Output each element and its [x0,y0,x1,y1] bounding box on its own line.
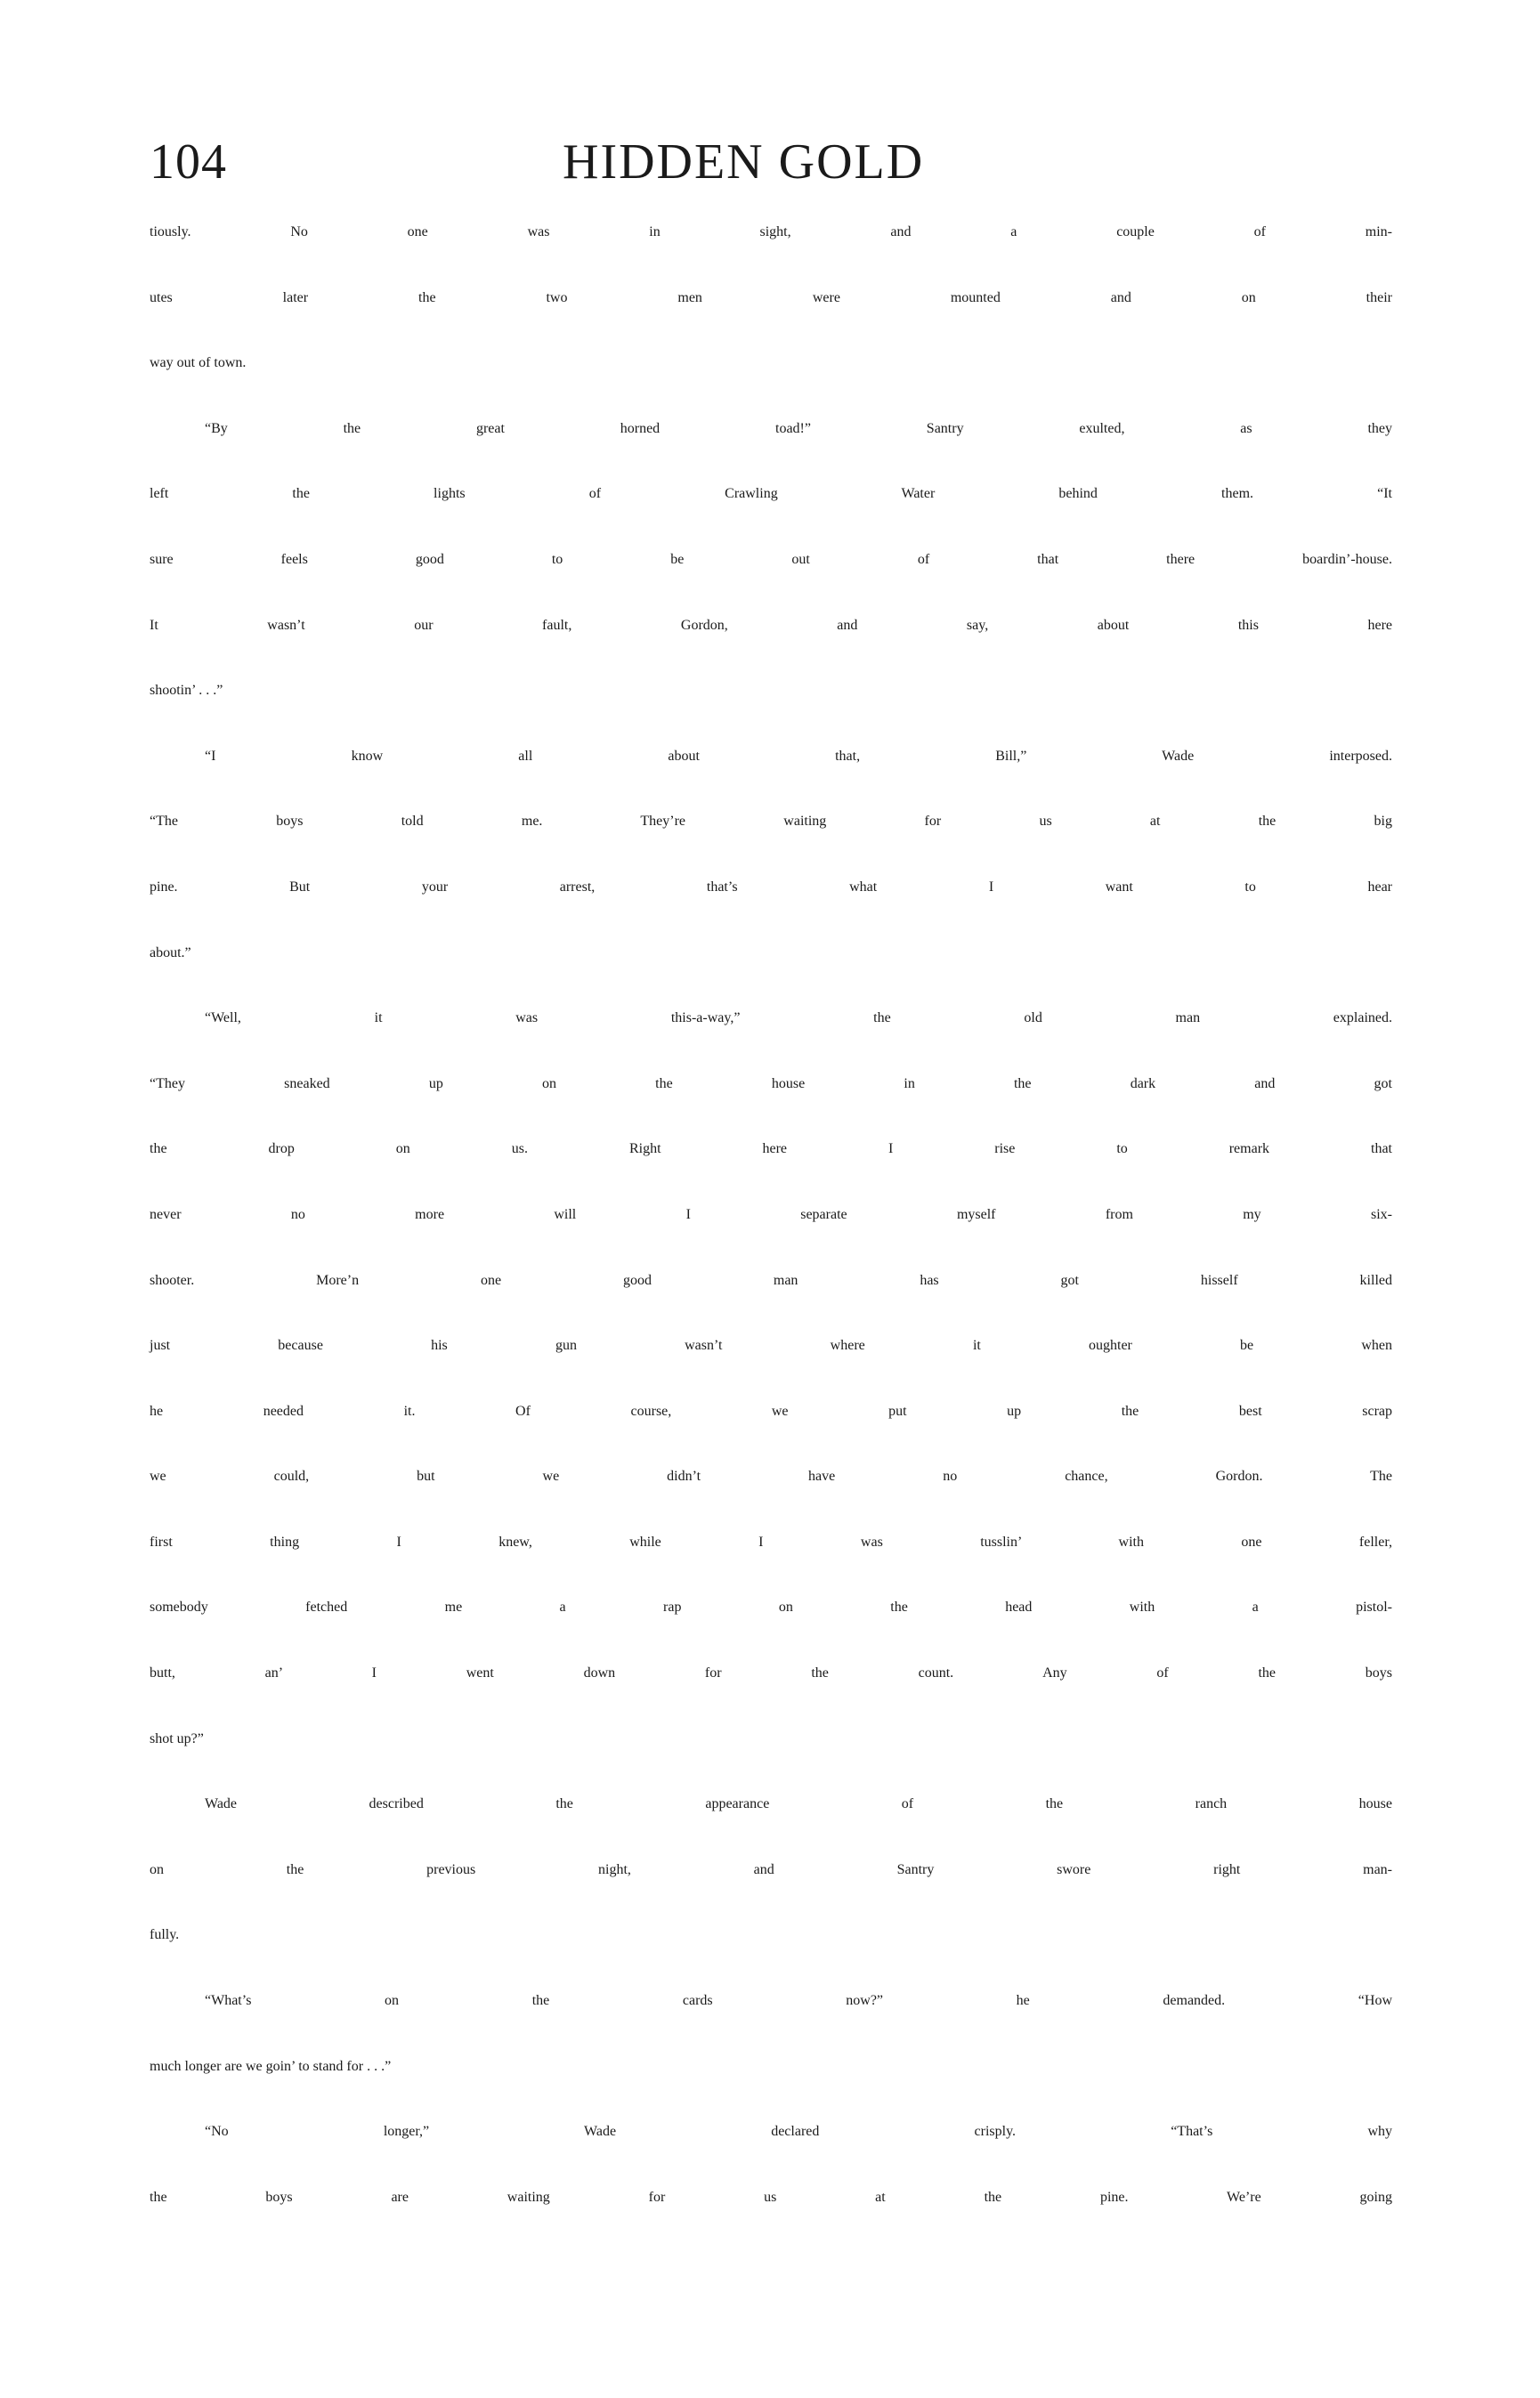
text-line: he needed it. Of course, we put up the best scrap [150,1403,1392,1419]
text-line: left the lights of Crawling Water behind them. “It [150,486,1392,502]
text-line: shootin’ . . .” [150,683,223,699]
text-line: shooter. More’n one good man has got hisself killed [150,1272,1392,1288]
text-line: we could, but we didn’t have no chance, Gordon. The [150,1469,1392,1485]
text-line: way out of town. [150,355,247,371]
text-line: fully. [150,1927,180,1943]
text-line: somebody fetched me a rap on the head with a pistol- [150,1600,1392,1616]
text-line: “By the great horned toad!” Santry exulted, as they [205,420,1392,436]
text-line: “I know all about that, Bill,” Wade interposed. [205,748,1392,764]
text-line: shot up?” [150,1730,204,1746]
text-line: tiously. No one was in sight, and a couple of min- [150,224,1392,239]
text-line: “No longer,” Wade declared crisply. “That’s why [205,2124,1392,2140]
text-line: just because his gun wasn’t where it oughter be when [150,1338,1392,1354]
text-line: Wade described the appearance of the ranch house [205,1796,1392,1812]
text-line: about.” [150,944,191,960]
text-line: It wasn’t our fault, Gordon, and say, about this here [150,617,1392,633]
running-title: HIDDEN GOLD [563,134,925,190]
text-line: “Well, it was this-a-way,” the old man explained. [205,1010,1392,1026]
text-line: butt, an’ I went down for the count. Any of the boys [150,1665,1392,1681]
text-line: pine. But your arrest, that’s what I want to hear [150,879,1392,895]
body-text [150,224,1392,2255]
text-line: “What’s on the cards now?” he demanded. “How [205,1993,1392,2009]
text-line: never no more will I separate myself from my six- [150,1206,1392,1222]
text-line: much longer are we goin’ to stand for . . .” [150,2058,392,2074]
text-line: first thing I knew, while I was tusslin’ with one feller, [150,1534,1392,1550]
text-line: “They sneaked up on the house in the dark and got [150,1075,1392,1091]
text-line: “The boys told me. They’re waiting for us at the big [150,814,1392,830]
text-line: the boys are waiting for us at the pine. We’re going [150,2189,1392,2205]
page-number: 104 [150,134,227,190]
text-line: sure feels good to be out of that there boardin’-house. [150,551,1392,567]
text-line: on the previous night, and Santry swore right man- [150,1861,1392,1877]
text-line: the drop on us. Right here I rise to remark that [150,1141,1392,1157]
running-head [150,126,1396,198]
text-line: utes later the two men were mounted and on their [150,289,1392,305]
